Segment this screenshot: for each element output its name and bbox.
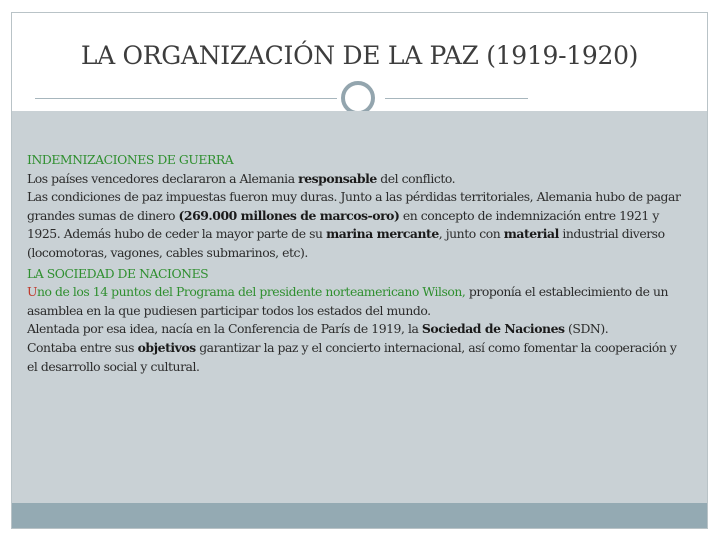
text-run: Las condiciones de paz impuestas fueron muy duras. Junto a las pérdidas territoriales, Alemania hubo de pagar grandes sumas de dinero bbox=[27, 189, 681, 223]
bold-text-sociedad: Sociedad de Naciones bbox=[421, 321, 565, 337]
bold-text-marcos: (269.000 millones de marcos-oro) bbox=[178, 207, 400, 223]
section-heading-indemnizaciones: INDEMNIZACIONES DE GUERRA bbox=[27, 152, 234, 167]
title-divider-right bbox=[385, 98, 528, 99]
footer-bar bbox=[12, 503, 707, 528]
bold-text-objetivos: objetivos bbox=[137, 339, 196, 355]
text-run: en concepto de indemnización entre 1921 y 1925. Además hubo de ceder la mayor parte de su bbox=[27, 207, 659, 242]
bold-text-material: material bbox=[503, 226, 559, 242]
paragraph-responsable bbox=[27, 170, 689, 189]
text-run: industrial diverso (locomotoras, vagones, cables submarinos, etc). bbox=[27, 226, 665, 260]
text-run-green: no de los 14 puntos del Programa del presidente norteamericano Wilson, bbox=[37, 284, 466, 300]
title-divider-left bbox=[35, 98, 337, 99]
paragraph-objetivos bbox=[27, 339, 689, 376]
bold-text-marina: marina mercante bbox=[326, 226, 439, 242]
text-run: proponía el establecimiento de un asamblea en la que pudiesen participar todos los estados del mundo. bbox=[27, 284, 669, 318]
bold-text-responsable: responsable bbox=[298, 170, 377, 186]
text-run: Contaba entre sus bbox=[27, 339, 138, 355]
text-run: garantizar la paz y el concierto internacional, así como fomentar la cooperación y el desarrollo social y cultural. bbox=[27, 339, 677, 374]
text-run: del conflicto. bbox=[376, 170, 456, 186]
text-run: Los países vencedores declararon a Alemania bbox=[27, 170, 299, 186]
paragraph-wilson bbox=[27, 283, 689, 320]
text-run: Alentada por esa idea, nacía en la Conferencia de París de 1919, la bbox=[27, 321, 422, 337]
circle-ring bbox=[341, 81, 375, 115]
text-run: , junto con bbox=[438, 226, 504, 242]
paragraph-condiciones bbox=[27, 188, 689, 262]
text-run-red: U bbox=[27, 284, 37, 300]
section-heading-sociedad: LA SOCIEDAD DE NACIONES bbox=[27, 265, 209, 281]
slide-title: LA ORGANIZACIÓN DE LA PAZ (1919-1920) bbox=[80, 41, 639, 70]
text-run: (SDN). bbox=[564, 321, 609, 337]
slide-body bbox=[27, 151, 689, 376]
paragraph-alentada bbox=[27, 320, 689, 339]
